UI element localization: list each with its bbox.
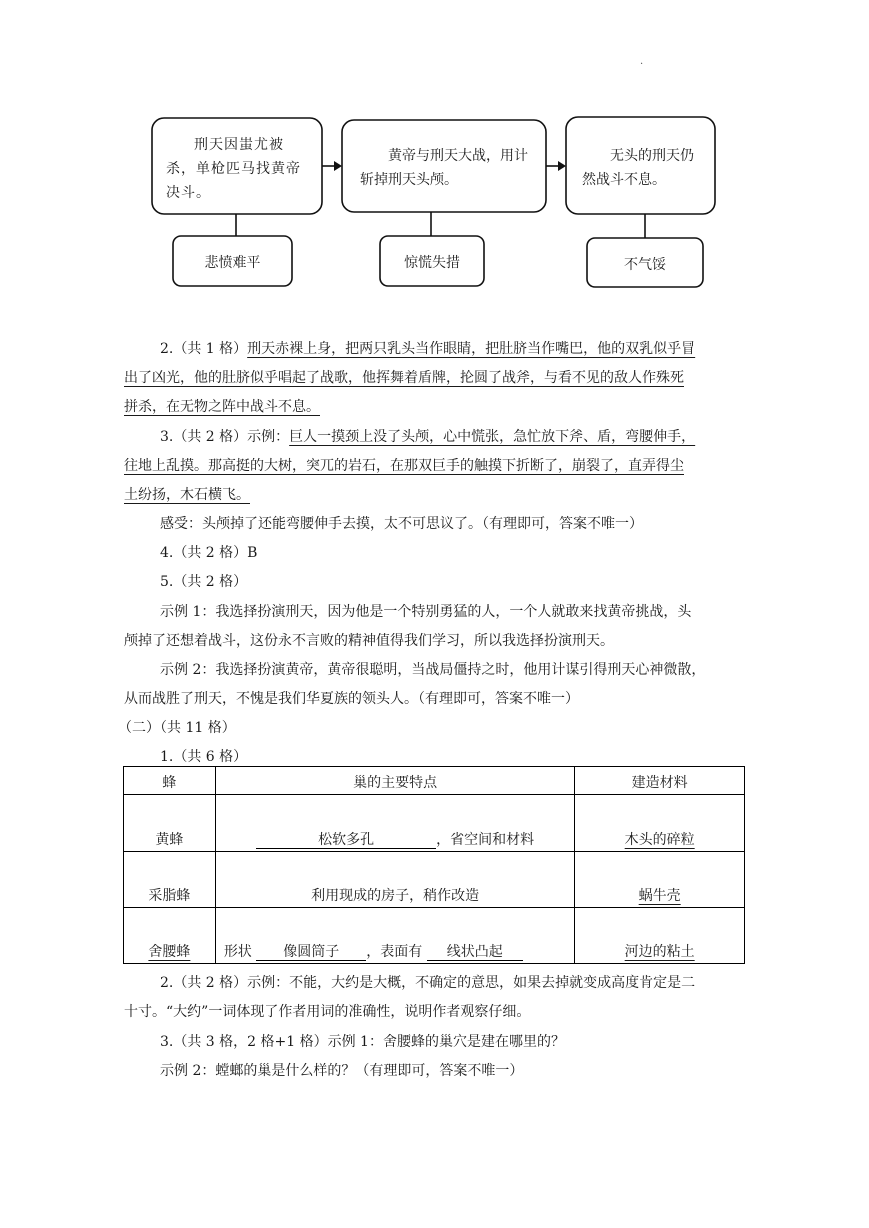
feature-prefix: 形状 bbox=[223, 944, 252, 960]
label-1: 悲愤难平 bbox=[204, 255, 261, 271]
bee-nest-table bbox=[123, 766, 745, 964]
table-header-row bbox=[124, 767, 745, 795]
page-mark: . bbox=[640, 56, 644, 67]
q3b-line-2: 示例 2：螳螂的巢是什么样的？（有理即可，答案不唯一） bbox=[160, 1063, 524, 1079]
flow-box-3-text: 无头的刑天仍然战斗不息。 bbox=[582, 148, 694, 188]
table-row bbox=[124, 908, 745, 964]
arrowhead-2 bbox=[558, 161, 566, 171]
q5-example-1-line-1: 示例 1：我选择扮演刑天，因为他是一个特别勇猛的人，一个人就敢来找黄帝挑战，头 bbox=[160, 604, 692, 620]
q5-number: 5.（共 2 格） bbox=[160, 574, 248, 590]
section-2-title: （二）（共 11 格） bbox=[118, 720, 236, 736]
arrowhead-1 bbox=[334, 161, 342, 171]
label-2: 惊慌失措 bbox=[404, 255, 460, 271]
header-material: 建造材料 bbox=[575, 767, 745, 795]
q5-example-2-line-1: 示例 2：我选择扮演黄帝，黄帝很聪明，当战局僵持之时，他用计谋引得刑天心神微散， bbox=[160, 662, 706, 678]
bee-name bbox=[124, 908, 216, 964]
header-feature: 巢的主要特点 bbox=[215, 767, 575, 795]
bee-name-text: 舍腰蜂 bbox=[148, 944, 191, 960]
q2b-line-2: 十寸。“大约”一词体现了作者用词的准确性，说明作者观察仔细。 bbox=[124, 1004, 531, 1020]
material-answer: 木头的碎粒 bbox=[624, 832, 695, 848]
q3-answer: 巨人一摸颈上没了头颅，心中慌张，急忙放下斧、盾，弯腰伸手， bbox=[289, 429, 696, 445]
material-answer: 蜗牛壳 bbox=[638, 888, 681, 904]
q2b-line-1: 2.（共 2 格）示例：不能，大约是大概，不确定的意思，如果去掉就变成高度肯定是二 bbox=[160, 975, 696, 991]
q5-example-2-line-2: 从而战胜了刑天，不愧是我们华夏族的领头人。（有理即可，答案不唯一） bbox=[124, 691, 579, 707]
flow-box-1-text: 刑天因蚩尤被杀，单枪匹马找黄帝决斗。 bbox=[166, 137, 301, 201]
q3-line-2: 往地上乱摸。那高挺的大树，突兀的岩石，在那双巨手的触摸下折断了，崩裂了，直弄得尘 bbox=[124, 458, 684, 474]
q3-number: 3.（共 2 格）示例： bbox=[160, 429, 290, 445]
table-row bbox=[124, 852, 745, 908]
feature-middle: ，表面有 bbox=[366, 944, 423, 960]
feature-rest: ，省空间和材料 bbox=[436, 832, 535, 848]
label-3: 不气馁 bbox=[624, 257, 666, 273]
q2-answer: 刑天赤裸上身，把两只乳头当作眼睛，把肚脐当作嘴巴，他的双乳似乎冒 bbox=[247, 341, 696, 357]
table-row bbox=[124, 795, 745, 852]
bee-name: 采脂蜂 bbox=[124, 852, 216, 908]
nest-material bbox=[575, 908, 745, 964]
q4: 4.（共 2 格）B bbox=[160, 545, 258, 561]
feature-answer: 松软多孔 bbox=[256, 832, 436, 849]
bee-name: 黄蜂 bbox=[124, 795, 216, 852]
nest-feature: 利用现成的房子，稍作改造 bbox=[215, 852, 575, 908]
header-bee: 蜂 bbox=[124, 767, 216, 795]
nest-feature bbox=[215, 908, 575, 964]
q3-feeling: 感受：头颅掉了还能弯腰伸手去摸，太不可思议了。（有理即可，答案不唯一） bbox=[160, 516, 643, 532]
q3-line-3: 土纷扬，木石横飞。 bbox=[124, 487, 250, 503]
q3b-line-1: 3.（共 3 格，2 格+1 格）示例 1：舍腰蜂的巢穴是建在哪里的？ bbox=[160, 1034, 565, 1050]
feature-answer-2: 线状凸起 bbox=[427, 944, 523, 961]
material-answer: 河边的粘土 bbox=[624, 944, 695, 960]
q5-example-1-line-2: 颅掉了还想着战斗，这份永不言败的精神值得我们学习，所以我选择扮演刑天。 bbox=[124, 633, 614, 649]
q3-line-1 bbox=[160, 426, 695, 446]
q2-line-2: 出了凶光，他的肚脐似乎唱起了战歌，他挥舞着盾牌，抡圆了战斧，与看不见的敌人作殊死 bbox=[124, 370, 684, 386]
q2-line-1 bbox=[160, 338, 695, 358]
feature-answer-1: 像圆筒子 bbox=[256, 944, 366, 961]
nest-feature bbox=[215, 795, 575, 852]
section-2-q1-number: 1.（共 6 格） bbox=[160, 749, 248, 765]
nest-material bbox=[575, 852, 745, 908]
nest-material bbox=[575, 795, 745, 852]
q2-number: 2.（共 1 格） bbox=[160, 341, 248, 357]
flow-box-2-text: 黄帝与刑天大战，用计斩掉刑天头颅。 bbox=[360, 148, 528, 188]
q2-line-3: 拼杀，在无物之阵中战斗不息。 bbox=[124, 399, 320, 415]
